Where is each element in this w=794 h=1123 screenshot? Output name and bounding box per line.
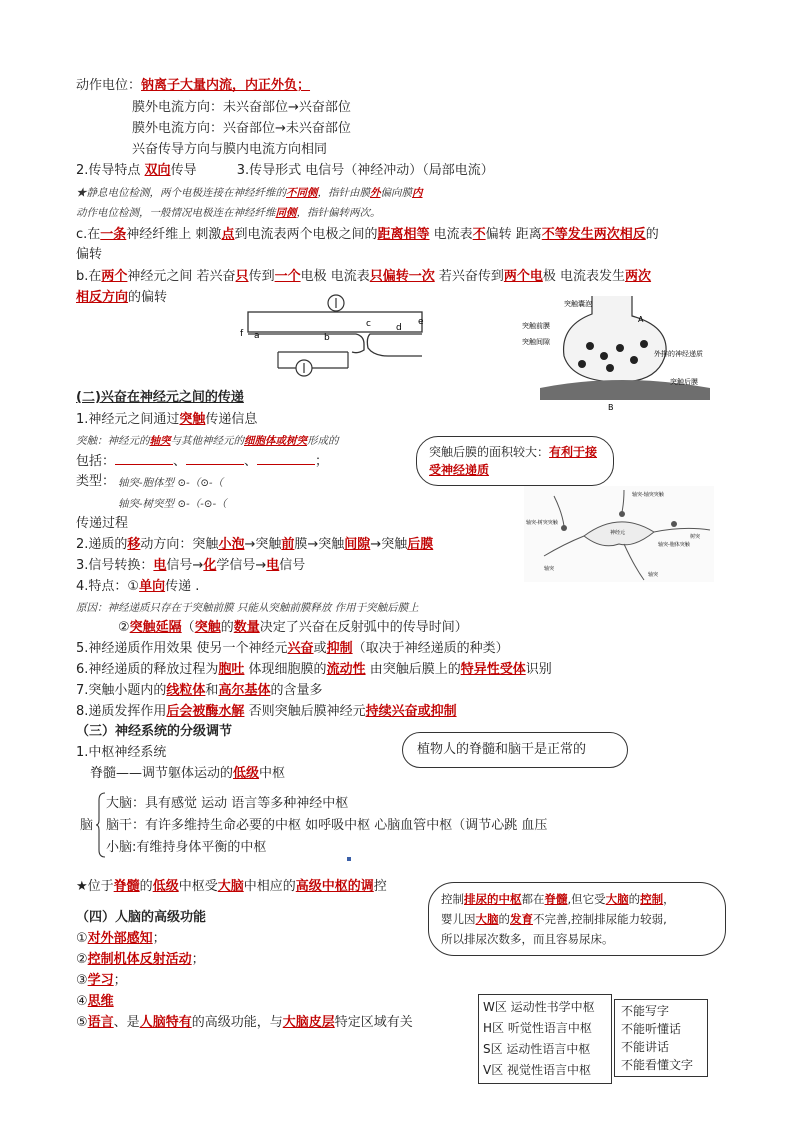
vesicle (586, 342, 594, 350)
t: 距离相等 (377, 227, 430, 242)
t: 特异性受体 (460, 662, 526, 677)
synapse-line-6 (76, 661, 552, 679)
t: ； (113, 973, 127, 988)
t: 5.神经递质作用效果 使另一个神经元 (76, 641, 288, 656)
t: 大脑 (217, 879, 244, 894)
t: 排尿的中枢 (464, 892, 522, 906)
t: 不完善,控制排尿能力较弱, (533, 912, 667, 926)
vesicle (600, 352, 608, 360)
t: （ (181, 620, 195, 635)
area-v: V区 视觉性语言中枢 (483, 1063, 592, 1077)
section-higher-heading: （四）人脑的高级功能 (76, 910, 207, 925)
t: 、是 (113, 1015, 140, 1030)
case-b-line (76, 268, 651, 286)
synapse-line-1 (76, 411, 257, 429)
t: ； (152, 931, 166, 946)
label: 轴突-胞体突触 (658, 542, 690, 548)
conduction-form: 3.传导形式 电信号（神经冲动）（局部电流） (236, 163, 494, 178)
t: 中枢受 (178, 879, 218, 894)
t: 学信号→ (216, 558, 267, 573)
t: 思维 (87, 994, 114, 1009)
t: 中相应的 (243, 879, 296, 894)
t: 的 (139, 879, 153, 894)
fiber-bend (248, 334, 364, 353)
case-c-line (76, 226, 659, 244)
t: 7.突触小题内的 (76, 683, 167, 698)
label: 轴突-树突突触 (526, 520, 558, 526)
t: 电 (153, 558, 167, 573)
synapse-type-2: 轴突-树突型 ⊙-（-⊙-（ (118, 498, 227, 510)
t: b.在 (76, 269, 102, 284)
t: 传到 (248, 269, 275, 284)
higher-item-4 (76, 993, 114, 1011)
t: 前 (281, 537, 295, 552)
t: ，指针由膜 (317, 187, 370, 199)
t: 后会 (166, 704, 193, 719)
t: 兴奋 (287, 641, 314, 656)
t: 控制 (441, 892, 464, 906)
t: 的 (220, 620, 234, 635)
t: 决定了兴奋在反射弧中的传导时间） (259, 620, 468, 635)
label: 2.传导特点 (76, 163, 141, 178)
callout-urination (428, 882, 726, 956)
label: 动作电位： (76, 78, 142, 93)
answer-blank[interactable] (115, 452, 173, 465)
t: 单向 (139, 579, 166, 594)
t: 学习 (87, 973, 114, 988)
areas-list (483, 997, 595, 1081)
t: 间隙 (344, 537, 371, 552)
t: 到电流表两个电极之间的 (234, 227, 378, 242)
label-e: e (418, 317, 424, 327)
vesicle (630, 356, 638, 364)
t: 数量 (233, 620, 260, 635)
t: 的 (498, 912, 510, 926)
t: 形成的 (307, 435, 339, 447)
label: 轴突-轴突突触 (632, 492, 664, 498)
effects-list (621, 1002, 693, 1074)
synapse-handwritten-def (76, 432, 339, 450)
t: 否则突触后膜神经元 (244, 704, 366, 719)
t: 神经元之间 若兴奋 (127, 269, 236, 284)
small-marker (347, 857, 351, 861)
language-effects-box (614, 999, 708, 1077)
synapse-end (367, 334, 422, 356)
t: 语言 (87, 1015, 114, 1030)
brace-path (96, 793, 105, 857)
t: 的偏转 (128, 290, 168, 305)
t: 的高级功能，与 (191, 1015, 283, 1030)
area-h: H区 听觉性语言中枢 (483, 1021, 592, 1035)
section-nervous-heading: （三）神经系统的分级调节 (76, 724, 233, 739)
callout-postsynaptic (416, 436, 614, 486)
t: 2.递质的 (76, 537, 128, 552)
t: 传递信息 (205, 412, 258, 427)
synapse-line-2 (76, 536, 433, 554)
t: 电 (266, 558, 280, 573)
t: 由突触后膜上的 (365, 662, 461, 677)
t: 识别 (525, 662, 552, 677)
central-nervous: 1.中枢神经系统 (76, 745, 167, 760)
t: 高级中枢的调 (295, 879, 374, 894)
answer: 双向 (144, 163, 171, 178)
t: 一条 (100, 227, 127, 242)
higher-item-1 (76, 930, 166, 948)
t: 、 (173, 454, 187, 469)
synapse-types-figure (524, 486, 714, 582)
t: ③ (76, 973, 88, 988)
t: →突触 (244, 537, 282, 552)
membrane-outside: 膜外电流方向：未兴奋部位→兴奋部位 (132, 100, 351, 115)
t: 高尔基体 (218, 683, 271, 698)
t: 突触延隔 (129, 620, 182, 635)
effect-h: 不能听懂话 (621, 1022, 682, 1036)
brace-icon (96, 792, 106, 858)
label: 树突 (690, 534, 701, 540)
t: 4.特点：① (76, 579, 140, 594)
t: 只 (235, 269, 249, 284)
t: 大脑 (605, 892, 629, 906)
t: 人脑特有 (139, 1015, 192, 1030)
handwritten-note-1 (76, 184, 423, 202)
t: 动方向：突触 (140, 537, 219, 552)
synapse-line-8 (76, 703, 457, 721)
label: 神经元 (610, 530, 626, 536)
t: 若兴奋传到 (434, 269, 504, 284)
label-vesicle: 突触囊泡 (564, 300, 592, 308)
effect-w: 不能写字 (621, 1004, 670, 1018)
t: 的 (645, 227, 659, 242)
t: 大脑 (475, 912, 499, 926)
t: 同侧 (275, 207, 297, 219)
nerve-fiber-figure (238, 292, 438, 384)
label-A: A (638, 315, 644, 324)
synapse-include-line (76, 452, 328, 471)
t: ★静息电位检测，两个电极连接在神经纤维的 (76, 187, 286, 199)
case-b-line-2 (76, 289, 167, 307)
synapse-line-5 (76, 640, 509, 658)
t: 婴儿因 (441, 912, 476, 926)
effect-s: 不能讲话 (621, 1040, 670, 1054)
terminal (561, 525, 567, 531)
t: 电流表 (429, 227, 473, 242)
t: 与其他神经元的 (170, 435, 244, 447)
t: ★位于 (76, 879, 114, 894)
terminal (671, 521, 677, 527)
t: 6.神经递质的释放过程为 (76, 662, 219, 677)
t: 信号 (279, 558, 306, 573)
t: 控制 (640, 892, 664, 906)
t: 相反方向 (76, 290, 129, 305)
t: →突触 (370, 537, 408, 552)
t: 极 电流表发生 (542, 269, 626, 284)
t: 和 (205, 683, 219, 698)
t: 突触：神经元的 (76, 435, 150, 447)
t: 后膜 (407, 537, 434, 552)
synapse-reason: 原因：神经递质只存在于突触前膜 只能从突触前膜释放 作用于突触后膜上 (76, 602, 419, 614)
t: ； (191, 952, 205, 967)
t: 抑制 (326, 641, 353, 656)
conduction-feature (76, 162, 494, 180)
vesicle (616, 344, 624, 352)
t: 不同侧 (286, 187, 318, 199)
label-d: d (396, 323, 402, 333)
t: 控制机体反射活动 (87, 952, 192, 967)
t: ，指针偏转两次。 (296, 207, 381, 219)
same-direction: 兴奋传导方向与膜内电流方向相同 (132, 142, 328, 157)
t: 外 (370, 187, 381, 199)
synapse-line-3 (76, 557, 305, 575)
t: 轴突 (149, 435, 171, 447)
t: 两个 (101, 269, 128, 284)
t: 动作电位检测，一般情况电极连在神经纤维 (76, 207, 276, 219)
t: ⑤ (76, 1015, 88, 1030)
membrane-inside: 膜外电流方向：兴奋部位→未兴奋部位 (132, 121, 351, 136)
t: 传递 . (165, 579, 200, 594)
cerebellum-line: 小脑:有维持身体平衡的中枢 (106, 840, 267, 855)
t: 低级 (233, 766, 260, 781)
action-potential-line (76, 77, 310, 95)
callout-vegetative: 植物人的脊髓和脑干是正常的 (402, 732, 628, 768)
t: 、 (244, 454, 258, 469)
label-b: b (324, 333, 330, 343)
label-a: a (254, 331, 260, 341)
t: 特定区域有关 (334, 1015, 413, 1030)
t: 两个电 (503, 269, 543, 284)
synapse-type-1: 轴突-胞体型 ⊙-（⊙-（ (118, 477, 224, 489)
t: 只偏转一次 (369, 269, 435, 284)
t: 移 (127, 537, 141, 552)
t: 持续兴奋或抑制 (365, 704, 457, 719)
t: （取决于神经递质的种类） (352, 641, 509, 656)
cerebrum-line: 大脑：具有感觉 运动 语言等多种神经中枢 (106, 796, 349, 811)
t: 对外部感知 (87, 931, 153, 946)
t: ① (76, 931, 88, 946)
brainstem-line: 脑干：有许多维持生命必要的中枢 如呼吸中枢 心脑血管中枢（调节心跳 血压 (106, 818, 548, 833)
t: ② (76, 952, 88, 967)
t: 脊髓 (113, 879, 140, 894)
t: 所以排尿次数多，而且容易尿床。 (441, 932, 614, 946)
area-w: W区 运动性书学中枢 (483, 1000, 595, 1014)
answer-blank[interactable] (186, 452, 244, 465)
answer: 钠离子大量内流，内正外负； (141, 78, 311, 93)
t: ,但它受 (567, 892, 606, 906)
terminal (619, 511, 625, 517)
t: 两次 (625, 269, 652, 284)
t: 脊髓 (544, 892, 568, 906)
area-s: S区 运动性语言中枢 (483, 1042, 591, 1056)
handwritten-note-2 (76, 204, 381, 222)
t: 内 (412, 187, 423, 199)
label-transmitter: 外排的神经递质 (654, 350, 703, 358)
t: 的 (628, 892, 641, 906)
t: 8.递质发挥作用 (76, 704, 167, 719)
vesicle (606, 364, 614, 372)
presynaptic-terminal (564, 296, 667, 382)
process-title: 传递过程 (76, 516, 129, 531)
synapse-line-4 (76, 578, 199, 596)
t: 膜→突触 (294, 537, 345, 552)
t: 都在 (521, 892, 545, 906)
t: 化 (203, 558, 217, 573)
t: 突触后膜的面积较大： (429, 445, 550, 459)
t: ④ (76, 994, 88, 1009)
vesicle (578, 360, 586, 368)
t: 突触 (194, 620, 221, 635)
higher-item-2 (76, 951, 205, 969)
synapse-type-label: 类型： (76, 474, 116, 489)
t: 神经纤维上 刺激 (126, 227, 222, 242)
t: 脊髓——调节躯体运动的 (90, 766, 234, 781)
t: 3.信号转换： (76, 558, 154, 573)
higher-item-5 (76, 1014, 413, 1032)
higher-item-3 (76, 972, 127, 990)
t: 线粒体 (166, 683, 206, 698)
synapse-detail-figure (520, 296, 720, 414)
t: 细胞体或树突 (244, 435, 307, 447)
t: 有利于接受神经递质 (429, 445, 598, 477)
t: 一个 (274, 269, 301, 284)
synapse-line-4b (118, 619, 468, 637)
label-f: f (240, 329, 244, 339)
t: 大脑皮层 (282, 1015, 335, 1030)
label-B: B (608, 403, 614, 412)
vesicle (640, 340, 648, 348)
t: 胞吐 (218, 662, 245, 677)
t: 被酶水解 (192, 704, 245, 719)
label-cleft: 突触间隙 (522, 338, 550, 346)
label-post-membrane: 突触后膜 (670, 378, 698, 386)
t: 偏转 距离 (485, 227, 542, 242)
t: 体现细胞膜的 (244, 662, 327, 677)
t: 电极 电流表 (300, 269, 370, 284)
t: 突触 (179, 412, 206, 427)
language-areas-box (478, 994, 612, 1084)
label: 轴突 (544, 566, 555, 572)
t: 控 (373, 879, 387, 894)
t: 1.神经元之间通过 (76, 412, 180, 427)
t: 中枢 (259, 766, 286, 781)
t: c.在 (76, 227, 101, 242)
answer-blank[interactable] (257, 452, 315, 465)
t: ； (315, 454, 329, 469)
t: 信号→ (166, 558, 204, 573)
label: 轴突 (648, 572, 659, 578)
t: 不等发生两次相反 (541, 227, 646, 242)
t: ② (118, 620, 130, 635)
control-star-line (76, 878, 387, 896)
t: 流动性 (326, 662, 366, 677)
label-c: c (366, 319, 371, 329)
text: 传导 (170, 163, 197, 178)
section-synapse-heading: (二)兴奋在神经元之间的传递 (76, 390, 244, 405)
t: 小泡 (218, 537, 245, 552)
t: 偏向膜 (380, 187, 412, 199)
t: ， (663, 892, 675, 906)
case-c-line-2: 偏转 (76, 247, 103, 262)
t: 的含量多 (270, 683, 323, 698)
spinal-cord-line (90, 765, 285, 783)
label-pre-membrane: 突触前膜 (522, 322, 550, 330)
t: 发育 (510, 912, 533, 926)
t: 不 (472, 227, 486, 242)
synapse-line-7 (76, 682, 322, 700)
t: 或 (313, 641, 327, 656)
effect-v: 不能看懂文字 (621, 1058, 694, 1072)
t: 包括： (76, 454, 116, 469)
brain-label: 脑 (80, 818, 94, 833)
t: 点 (221, 227, 235, 242)
t: 低级 (152, 879, 179, 894)
